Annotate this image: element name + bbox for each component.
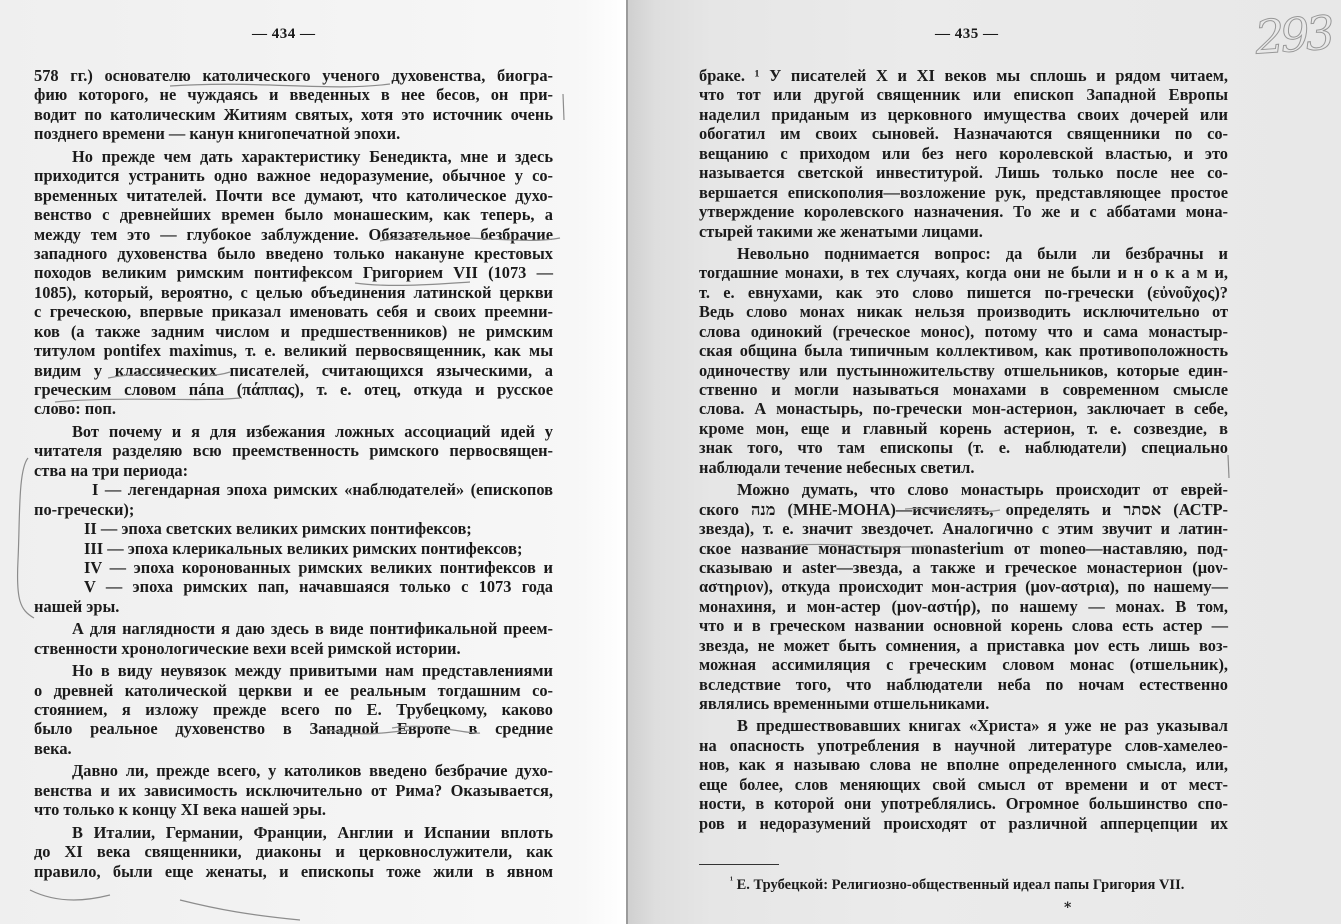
text-line: ства на три периода: [34, 460, 189, 480]
footnote-divider [699, 864, 779, 865]
text-line: III — эпоха клерикальных великих римских понтифексов; [84, 538, 523, 558]
text-line: утверждение королевского назначения. То же и с аббатами мона- [699, 202, 1228, 222]
text-line: вследствие того, что наблюдатели неба по ночам естественно [699, 674, 1228, 694]
text-line: являлись временными отшельниками. [699, 694, 990, 713]
text-line: ров и недоразумений происходят от различной апперцепции их [699, 813, 1228, 833]
text-line: можная ассимиляция с греческим словом монас (отшельник), [699, 655, 1228, 675]
text-line: было реальное духовенство в Западной Европе в средние [34, 719, 553, 739]
text-line: до XI века священники, диаконы и церковнослужители, как [34, 842, 553, 862]
text-line: Можно думать, что слово монастырь происходит от еврей- [737, 480, 1228, 500]
text-line: Невольно поднимается вопрос: да были ли безбрачны и [737, 243, 1228, 263]
text-line: слова. А монастырь, по-гречески мон-астерион, заключает в себе, [699, 399, 1228, 419]
page-number-left: — 434 — [252, 26, 316, 42]
text-line: ская община была типичным коллективом, как противоположность [699, 341, 1228, 361]
text-line: ности, в которой они употреблялись. Огромное большинство спо- [699, 794, 1228, 814]
text-line: нов, как я называю слова не вполне определенного смысла, или, [699, 755, 1228, 775]
left-page-body [34, 66, 553, 881]
text-line: временных читателей. Почти все думают, что католическое духо- [34, 185, 553, 205]
gutter-fold [626, 0, 628, 924]
text-line: что и в греческом названии основной корень слова есть астер — [699, 616, 1228, 636]
text-line: вершается епискополия—возложение рук, представляющее простое [699, 182, 1228, 202]
text-line: слова одинокий (греческое монос), потому что и сама монастыр- [699, 321, 1228, 341]
text-line: венство с древнейших времен было монашеским, как теперь, а [34, 205, 553, 225]
text-line: приходится устранить одно важное недоразумение, обычное у со- [34, 166, 553, 186]
text-line: браке. ¹ У писателей X и XI веков мы сплошь и рядом читаем, [699, 66, 1228, 85]
text-line: называется светской инвеститурой. Лишь только после нее со- [699, 163, 1228, 183]
text-line: между тем это — глубокое заблуждение. Обязательное безбрачие [34, 224, 553, 244]
signature-asterisk: * [1064, 900, 1072, 916]
text-line: западного духовенства было введено только накануне крестовых [34, 243, 553, 263]
text-line: II — эпоха светских великих римских понтифексов; [84, 519, 472, 539]
text-line: о древней католической церкви и ее реальным тогдашним со- [34, 680, 553, 700]
text-line: венства и их зависимость исключительно от Рима? Оказывается, [34, 780, 553, 800]
footnote-marker: ¹ [730, 875, 733, 887]
text-line: А для наглядности я даю здесь в виде понтификальной преем- [72, 619, 553, 639]
text-line: позднего времени — канун книгопечатной эпохи. [34, 124, 401, 144]
text-line: видим у классических писателей, считающихся языческими, а [34, 360, 553, 380]
text-line: αστηριον), откуда происходит мон-астрия (μον-αστρια), по нашему— [699, 577, 1228, 597]
text-line: сказываю и aster—звезда, а также и греческое монастерион (μον- [699, 557, 1228, 577]
text-line: I — легендарная эпоха римских «наблюдателей» (епископов [92, 480, 553, 500]
text-line: стоянием, я изложу прежде всего по Е. Трубецкому, каково [34, 700, 553, 719]
text-line: стырей такими же женатыми лицами. [699, 221, 983, 241]
right-page-body [699, 66, 1228, 833]
text-line: фию которого, не чуждаясь и введенных в нее бесов, он при- [34, 85, 553, 105]
text-line: походов великим римским понтифексом Григорием VII (1073 — [34, 263, 553, 283]
footnote [730, 877, 1184, 894]
footnote-text: Е. Трубецкой: Религиозно-общественный идеал папы Григория VII. [736, 877, 1185, 893]
text-line: 578 гг.) основателю католического ученого духовенства, биогра- [34, 66, 553, 85]
text-line: 1085), который, вероятно, с целью объединения латинской церкви [34, 282, 553, 302]
text-line: обогатил им своих сыновей. Назначаются священники по со- [699, 124, 1228, 144]
text-line: кроме мон, еще и главный корень астерион, т. е. созвездие, в [699, 418, 1228, 438]
text-line: монахиня, и мон-астер (μον-αστήρ), по нашему — монах. В том, [699, 596, 1228, 616]
text-line: знак того, что там епископы (т. е. наблюдатели) специально [699, 438, 1228, 458]
text-line: ственности хронологические вехи всей римской истории. [34, 638, 461, 658]
text-line: что только к концу XI века нашей эры. [34, 800, 327, 820]
text-line: Ведь слово монах никак нельзя производить исключительно от [699, 302, 1228, 322]
text-line: Вот почему и я для избежания ложных ассоциаций идей у [72, 421, 553, 441]
text-line: В Италии, Германии, Франции, Англии и Испании вплоть [72, 822, 553, 842]
text-line: ков (а также задним числом и предшественников) не римским [34, 321, 553, 341]
text-line: Но прежде чем дать характеристику Бенедикта, мне и здесь [72, 146, 553, 166]
text-line: наблюдали течение небесных светил. [699, 457, 975, 477]
text-line: с греческою, впервые приказал именовать себя и своих преемни- [34, 302, 553, 322]
text-line: на опасность употребления в научной литературе слов-хамелео- [699, 735, 1228, 755]
text-line: слово: поп. [34, 399, 116, 419]
archive-handwritten-number: 293 [1253, 5, 1333, 65]
text-line: века. [34, 738, 72, 758]
text-line: нашей эры. [34, 596, 120, 616]
text-line: т. е. евнухами, как это слово пишется по-гречески (εὐνοῦχος)? [699, 282, 1228, 302]
left-page [0, 0, 627, 924]
text-line: ское название монастыря monasterium от moneo—наставляю, под- [699, 538, 1228, 558]
text-line: тогдашние монахи, в тех случаях, когда они не были и н о к а м и, [699, 263, 1228, 283]
page-number-right: — 435 — [935, 26, 999, 42]
text-line: что тот или другой священник или епископ Западной Европы [699, 85, 1228, 105]
text-line: вещанию с приходом или без него королевской властью, и это [699, 143, 1228, 163]
text-line: Но в виду неувязок между привитыми нам представлениями [72, 661, 553, 681]
text-line: правило, были еще женаты, и епископы тоже жили в явном [34, 861, 553, 881]
text-line: одиночеству или пустынножительству отшельников, которые един- [699, 360, 1228, 380]
text-line: по-гречески); [34, 499, 135, 519]
text-line: Давно ли, прежде всего, у католиков введено безбрачие духо- [72, 761, 553, 781]
right-page [627, 0, 1341, 924]
text-line: водит по католическим Житиям святых, хотя это источник очень [34, 104, 553, 124]
text-line: греческим словом пáпа (πάππας), т. е. отец, откуда и русское [34, 380, 553, 399]
text-line: читателя разделяю всю преемственность римского первосвящен- [34, 441, 553, 461]
text-line: звезда), т. е. значит звездочет. Аналогично с этим звучит и латин- [699, 519, 1228, 539]
text-line: звезда, не может быть сомнения, а приставка μον есть лишь воз- [699, 635, 1228, 655]
text-line: ского מנה (МНЕ-МОНА)—исчислять, определять и אסתר (АСТР- [699, 499, 1229, 519]
text-line: еще более, слов меняющих свой смысл от времени и от мест- [699, 774, 1228, 794]
text-line: ственно и могли называться монахами в современном смысле [699, 380, 1228, 399]
text-line: титулом pontifex maximus, т. е. великий первосвященник, как мы [34, 341, 553, 361]
text-line: IV — эпоха коронованных римских великих понтифексов и [84, 557, 553, 577]
text-line: В предшествовавших книгах «Христа» я уже не раз указывал [737, 716, 1228, 736]
text-line: наделил приданым из церковного имущества своих дочерей или [699, 104, 1228, 124]
text-line: V — эпоха римских пап, начавшаяся только с 1073 года [84, 577, 553, 597]
